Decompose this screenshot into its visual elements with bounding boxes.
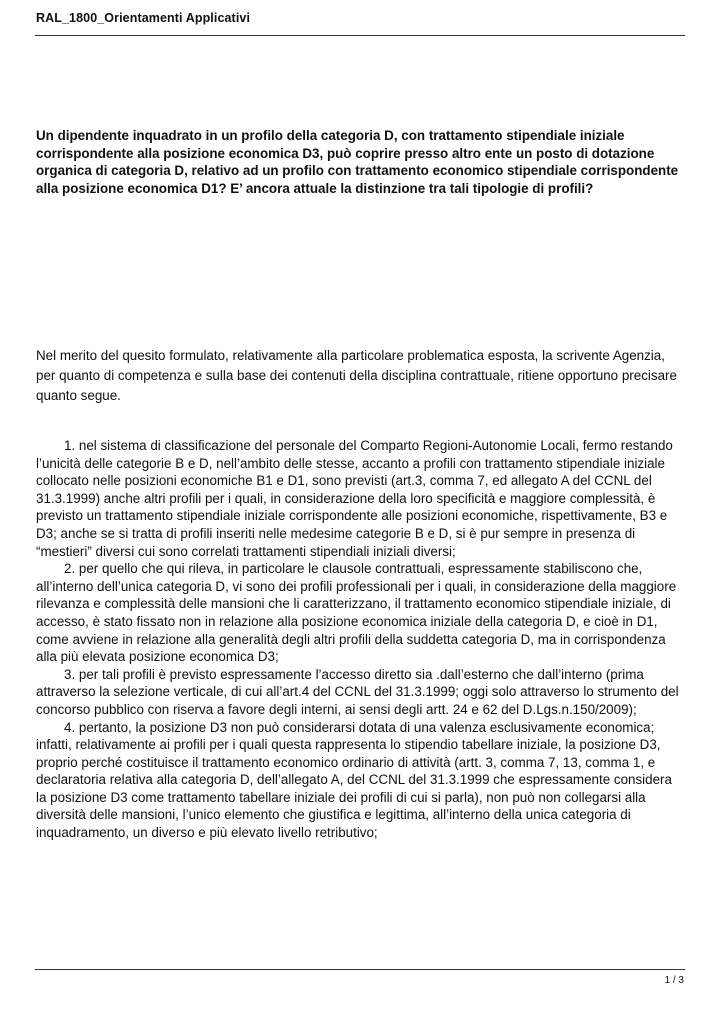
point-item: 1. nel sistema di classificazione del personale del Comparto Regioni-Autonomie Locali, fermo restando l’unicità delle categorie B e D, nell’ambito delle stesse, accanto a profili con trattamento stipendiale iniziale collocato nelle posizioni economiche B1 e D1, sono previsti (art.3, comma 7, ed allegato A del CCNL del 31.3.1999) anche altri profili per i quali, in considerazione della loro specificità e maggiore complessità, è previsto un trattamento stipendiale iniziale corrispondente alle posizioni economiche, rispettivamente, B3 e D3; anche se si tratta di profili inseriti nelle medesime categorie B e D, si è pur sempre in presenza di “mestieri” diversi cui sono correlati trattamenti stipendiali iniziali diversi;	[36, 438, 673, 559]
page-number: 1 / 3	[664, 975, 684, 986]
header-divider	[35, 35, 685, 36]
intro-paragraph: Nel merito del quesito formulato, relativamente alla particolare problematica esposta, la scrivente Agenzia, per quanto di competenza e sulla base dei contenuti della disciplina contrattuale, ritiene opportuno precisare quanto segue.	[36, 348, 677, 403]
points-list	[36, 437, 686, 842]
point-item: 2. per quello che qui rileva, in particolare le clausole contrattuali, espressamente stabiliscono che, all’interno dell’unica categoria D, vi sono dei profili professionali per i quali, in considerazione della maggiore rilevanza e complessità delle mansioni che li caratterizzano, il trattamento economico stipendiale iniziale, di accesso, è stato fissato non in relazione alla posizione economica iniziale della categoria D, e cioè in D1, come avviene in relazione alla generalità degli altri profili della suddetta categoria D, ma in corrispondenza alla più elevata posizione economica D3;	[36, 561, 677, 665]
document-header-title: RAL_1800_Orientamenti Applicativi	[36, 11, 251, 25]
question-text: Un dipendente inquadrato in un profilo della categoria D, con trattamento stipendiale iniziale corrispondente alla posizione economica D3, può coprire presso altro ente un posto di dotazione organica di categoria D, relativo ad un profilo con trattamento economico stipendiale corrispondente alla posizione economica D1? E’ ancora attuale la distinzione tra tali tipologie di profili?	[36, 128, 679, 196]
point-item: 4. pertanto, la posizione D3 non può considerarsi dotata di una valenza esclusivamente economica; infatti, relativamente ai profili per i quali questa rappresenta lo stipendio tabellare iniziale, la posizione D3, proprio perché costituisce il trattamento economico ordinario di attività (artt. 3, comma 7, 13, comma 1, e declaratoria relativa alla categoria D, dell’allegato A, del CCNL del 31.3.1999 che espressamente considera la posizione D3 come trattamento tabellare iniziale dei profili di cui si parla), non può non collegarsi alla diversità delle mansioni, l’unico elemento che giustifica e legittima, all’interno della unica categoria di inquadramento, un diverso e più elevato livello retributivo;	[36, 719, 672, 841]
point-item: 3. per tali profili è previsto espressamente l’accesso diretto sia .dall’esterno che dall’interno (prima attraverso la selezione verticale, di cui all’art.4 del CCNL del 31.3.1999; oggi solo attraverso lo strumento del concorso pubblico con riserva a favore degli interni, ai sensi degli artt. 24 e 62 del D.Lgs.n.150/2009);	[36, 666, 679, 717]
footer-divider	[35, 969, 685, 970]
